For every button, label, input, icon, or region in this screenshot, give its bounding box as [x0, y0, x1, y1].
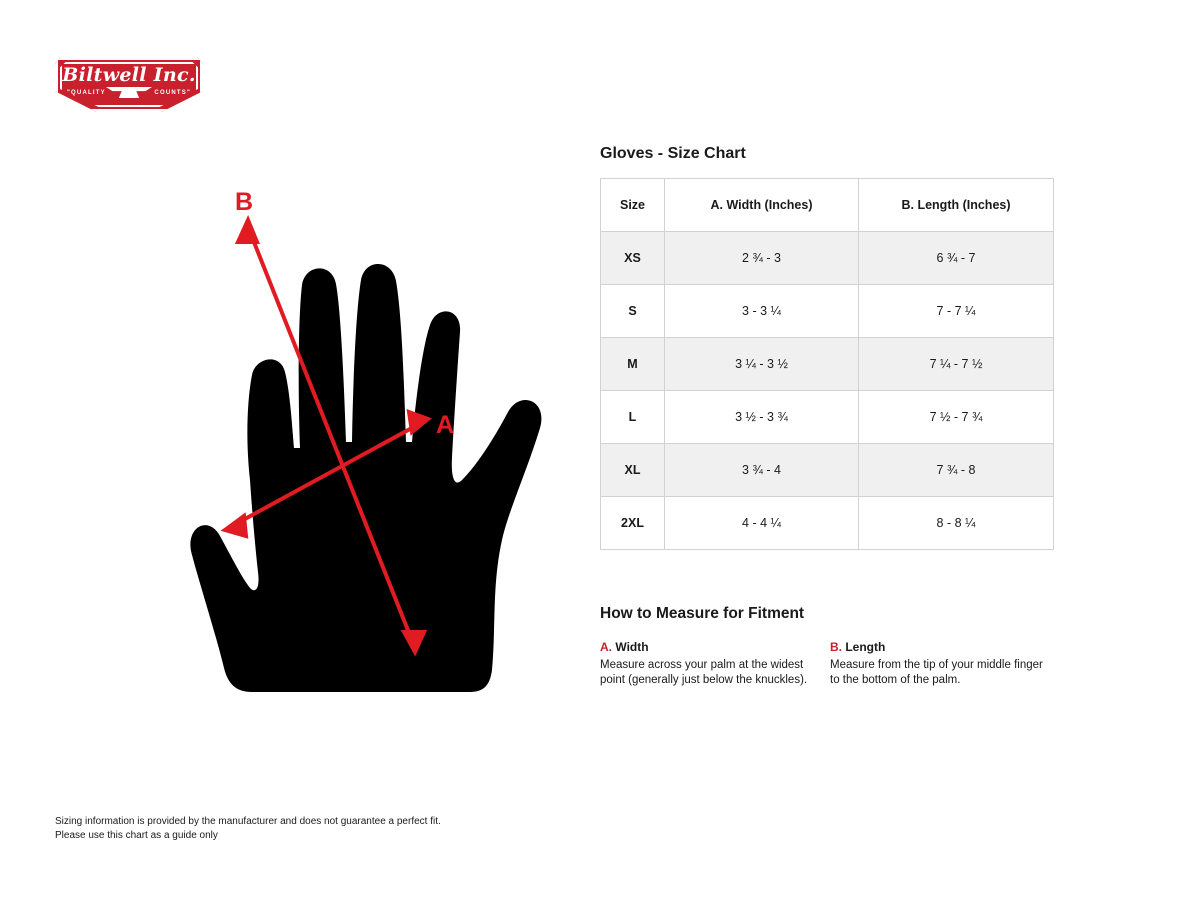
cell-length: 6 ¾ - 7: [859, 232, 1054, 285]
measure-letter: B.: [830, 640, 842, 654]
cell-width: 3 ½ - 3 ¾: [665, 391, 859, 444]
measure-item-heading: [600, 640, 822, 654]
logo-tagline-left: "QUALITY: [67, 90, 106, 96]
hand-measurement-diagram: [140, 180, 580, 720]
table-header-row: [601, 179, 1054, 232]
cell-width: 3 ¾ - 4: [665, 444, 859, 497]
disclaimer: [55, 815, 441, 843]
size-chart-table: [600, 178, 1054, 550]
hand-diagram-svg: [140, 180, 580, 720]
disclaimer-line-2: Please use this chart as a guide only: [55, 830, 218, 841]
table-row: [601, 497, 1054, 550]
label-a: A: [436, 411, 455, 439]
cell-size: L: [601, 391, 665, 444]
table-row: [601, 232, 1054, 285]
cell-length: 7 ¾ - 8: [859, 444, 1054, 497]
right-column: [600, 145, 1060, 688]
cell-length: 7 ¼ - 7 ½: [859, 338, 1054, 391]
cell-length: 7 ½ - 7 ¾: [859, 391, 1054, 444]
cell-width: 2 ¾ - 3: [665, 232, 859, 285]
measure-section-title: How to Measure for Fitment: [600, 605, 805, 622]
cell-size: XL: [601, 444, 665, 497]
table-row: [601, 391, 1054, 444]
logo-wordmark: Biltwell Inc.: [62, 64, 196, 86]
cell-width: 4 - 4 ¼: [665, 497, 859, 550]
chart-title: Gloves - Size Chart: [600, 145, 746, 162]
header-width: A. Width (Inches): [665, 179, 859, 232]
table-row: [601, 285, 1054, 338]
cell-size: M: [601, 338, 665, 391]
measure-name: Length: [845, 640, 886, 654]
header-length: B. Length (Inches): [859, 179, 1054, 232]
measure-name: Width: [615, 640, 649, 654]
cell-width: 3 ¼ - 3 ½: [665, 338, 859, 391]
measure-item-heading: [830, 640, 1052, 654]
measure-item-length: [830, 640, 1060, 688]
cell-size: XS: [601, 232, 665, 285]
table-row: [601, 444, 1054, 497]
logo-tagline-right: COUNTS": [154, 90, 191, 96]
cell-size: S: [601, 285, 665, 338]
measure-item-width: [600, 640, 830, 688]
measure-description: Measure from the tip of your middle finger to the bottom of the palm.: [830, 659, 1043, 686]
cell-length: 7 - 7 ¼: [859, 285, 1054, 338]
cell-length: 8 - 8 ¼: [859, 497, 1054, 550]
disclaimer-line-1: Sizing information is provided by the manufacturer and does not guarantee a perfect fit.: [55, 816, 441, 827]
measure-description: Measure across your palm at the widest point (generally just below the knuckles).: [600, 659, 808, 686]
brand-logo: [55, 57, 203, 112]
header-size: Size: [601, 179, 665, 232]
table-row: [601, 338, 1054, 391]
cell-width: 3 - 3 ¼: [665, 285, 859, 338]
measure-columns: [600, 640, 1060, 688]
hand-silhouette: [190, 264, 541, 692]
label-b: B: [235, 188, 254, 216]
measure-letter: A.: [600, 640, 612, 654]
cell-size: 2XL: [601, 497, 665, 550]
